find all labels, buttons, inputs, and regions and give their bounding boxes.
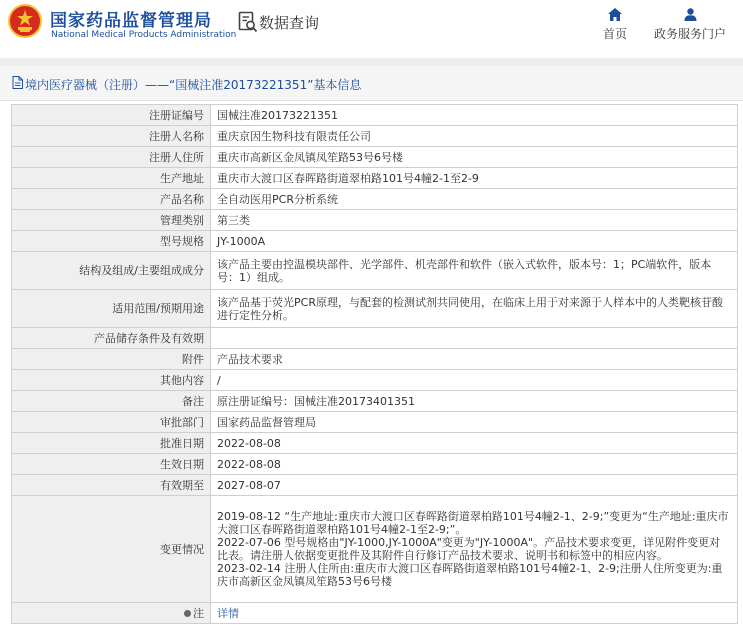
table-row [12,328,738,349]
table-row [12,412,738,433]
user-icon [684,8,697,21]
note-label: 注 [193,606,204,620]
row-label: 型号规格 [12,231,211,252]
row-label: 注册证编号 [12,105,211,126]
row-value: 国械注准20173221351 [211,105,738,126]
row-label: 备注 [12,391,211,412]
note-label-cell [12,603,211,624]
site-brand-title: 国家药品监督管理局 [50,11,212,31]
nav-home-link[interactable] [600,8,630,42]
table-row [12,349,738,370]
change-entry: 2022-07-06 型号规格由"JY-1000,JY-1000A"变更为"JY-1000A"。产品技术要求变更，详见附件变更对比表。请注册人依据变更批件及其附件自行修订产品技术要求、说明书和标签中的相应内容。 [217,536,721,562]
data-query-title: 数据查询 [259,14,320,32]
site-header [0,0,743,58]
table-row-note [12,603,738,624]
row-value: 全自动医用PCR分析系统 [211,189,738,210]
nav-home-label: 首页 [602,27,627,41]
row-label: 注册人名称 [12,126,211,147]
row-value: 2027-08-07 [211,475,738,496]
table-row [12,231,738,252]
nav-portal-label: 政务服务门户 [653,27,726,41]
site-brand-subtitle: National Medical Products Administration [51,30,237,40]
row-label: 适用范围/预期用途 [12,290,211,328]
table-row [12,147,738,168]
change-entry: 2023-02-14 注册人住所由:重庆市大渡口区春晖路街道翠柏路101号4幢2-1、2-9;注册人住所变更为:重庆市高新区金凤镇凤笙路53号6号楼 [217,562,723,588]
row-label: 产品储存条件及有效期 [12,328,211,349]
document-icon [12,76,23,89]
row-label: 审批部门 [12,412,211,433]
table-row [12,126,738,147]
table-row [12,454,738,475]
table-row [12,475,738,496]
table-row [12,433,738,454]
row-label: 管理类别 [12,210,211,231]
row-value: 重庆京因生物科技有限责任公司 [211,126,738,147]
nav-portal-link[interactable] [652,8,728,42]
row-value: / [211,370,738,391]
row-value: 产品技术要求 [211,349,738,370]
row-value: 2022-08-08 [211,454,738,475]
data-query-icon [238,11,258,33]
table-row [12,252,738,290]
row-value: 原注册证编号：国械注准20173401351 [211,391,738,412]
row-value [211,328,738,349]
table-row-changes [12,496,738,603]
row-label: 其他内容 [12,370,211,391]
home-icon [608,8,622,21]
national-emblem-icon [8,4,42,38]
header-divider [0,58,743,66]
change-entry: 2019-08-12 “生产地址:重庆市大渡口区春晖路街道翠柏路101号4幢2-1、2-9;”变更为“生产地址:重庆市大渡口区春晖路街道翠柏路101号4幢2-1至2-9;”。 [217,510,729,536]
panel-title-bar [0,66,743,101]
table-row [12,290,738,328]
row-label: 批准日期 [12,433,211,454]
changes-label: 变更情况 [12,496,211,603]
panel-title: 境内医疗器械（注册）——“国械注准20173221351”基本信息 [25,78,362,92]
row-value: 重庆市高新区金凤镇凤笙路53号6号楼 [211,147,738,168]
row-value: 国家药品监督管理局 [211,412,738,433]
table-row [12,370,738,391]
detail-link[interactable]: 详情 [217,606,239,620]
table-row [12,105,738,126]
row-label: 生效日期 [12,454,211,475]
row-label: 注册人住所 [12,147,211,168]
row-value: 重庆市大渡口区春晖路街道翠柏路101号4幢2-1至2-9 [211,168,738,189]
table-row [12,168,738,189]
table-row [12,189,738,210]
row-label: 附件 [12,349,211,370]
row-value: 2022-08-08 [211,433,738,454]
row-label: 有效期至 [12,475,211,496]
row-value: 该产品基于荧光PCR原理，与配套的检测试剂共同使用，在临床上用于对来源于人样本中的人类靶核苷酸进行定性分析。 [211,290,738,328]
note-bullet-icon [184,610,191,617]
note-value [211,603,738,624]
row-value: 该产品主要由控温模块部件、光学部件、机壳部件和软件（嵌入式软件，版本号：1；PC端软件，版本号：1）组成。 [211,252,738,290]
row-value: JY-1000A [211,231,738,252]
row-label: 结构及组成/主要组成成分 [12,252,211,290]
row-label: 产品名称 [12,189,211,210]
row-label: 生产地址 [12,168,211,189]
registration-info-table [11,104,738,624]
table-row [12,391,738,412]
table-row [12,210,738,231]
row-value: 第三类 [211,210,738,231]
changes-value [211,496,738,603]
